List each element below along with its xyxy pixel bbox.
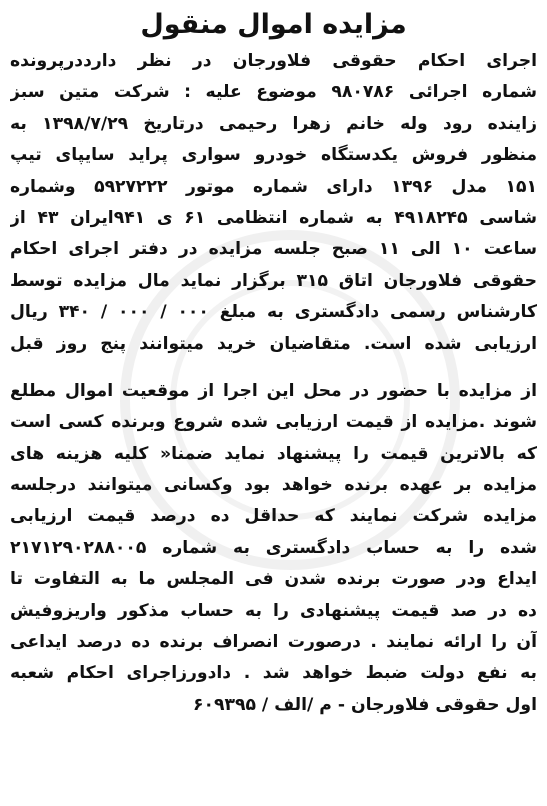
text-line: ایداع ودر صورت برنده شدن فی المجلس ما به التفاوت تا bbox=[10, 569, 537, 590]
text-line: اجرای احکام حقوقی فلاورجان در نظر دارددرپرونده bbox=[10, 51, 537, 71]
text-line: حقوقی فلاورجان اتاق ۳۱۵ برگزار نماید مال مزایده توسط bbox=[10, 270, 537, 291]
text-line: ساعت ۱۰ الی ۱۱ صبح جلسه مزایده در دفتر اجرای احکام bbox=[10, 239, 537, 260]
text-line: ۱۵۱ مدل ۱۳۹۶ دارای شماره موتور ۵۹۲۷۲۲۲ وشماره bbox=[10, 176, 537, 197]
text-line: شاسی ۴۹۱۸۲۴۵ به شماره انتظامی ۶۱ ی ۹۴۱ایران ۴۳ از bbox=[10, 207, 537, 228]
notice-paragraph-1 bbox=[10, 46, 537, 360]
text-line: کارشناس رسمی دادگستری به مبلغ ۰۰۰ / ۰۰۰ / ۳۴۰ ریال bbox=[10, 302, 537, 323]
text-line: مزایده شرکت نمایند که حداقل ده درصد قیمت ارزیابی bbox=[10, 506, 537, 527]
text-line: شده را به حساب دادگستری به شماره ۲۱۷۱۲۹۰۲۸۸۰۰۵ bbox=[10, 537, 537, 558]
text-line: به نفع دولت ضبط خواهد شد . دادورزاجرای احکام شعبه bbox=[10, 663, 537, 684]
text-line: شوند .مزایده از قیمت ارزیابی شده شروع وبرنده کسی است bbox=[10, 412, 537, 433]
notice-paragraph-2 bbox=[10, 376, 537, 721]
text-line: مزایده بر عهده برنده خواهد بود وکسانی میتوانند درجلسه bbox=[10, 475, 537, 496]
text-line: منظور فروش یکدستگاه خودرو سواری پراید سایپای تیپ bbox=[10, 145, 537, 166]
text-line: آن را ارائه نمایند . درصورت انصراف برنده ده درصد ایداعی bbox=[10, 632, 537, 653]
text-line: شماره اجرائی ۹۸۰۷۸۶ موضوع علیه : شرکت متین سبز bbox=[10, 82, 537, 103]
text-line: زاینده رود وله خانم زهرا رحیمی درتاریخ ۱۳۹۸/۷/۲۹ به bbox=[10, 113, 537, 134]
text-line: ده در صد قیمت پیشنهادی را به حساب مذکور واریزوفیش bbox=[10, 600, 537, 621]
notice-title: مزایده اموال منقول bbox=[140, 9, 407, 40]
text-line: از مزایده با حضور در محل این اجرا از موقعیت اموال مطلع bbox=[10, 380, 537, 401]
text-line: که بالاترین قیمت را پیشنهاد نماید ضمنا« کلیه هزینه های bbox=[10, 443, 537, 464]
text-line: ارزیابی شده است. متقاضیان خرید میتوانند پنج روز قبل bbox=[10, 333, 537, 354]
text-line: اول حقوقی فلاورجان - م /الف / ۶۰۹۳۹۵ bbox=[193, 694, 537, 715]
